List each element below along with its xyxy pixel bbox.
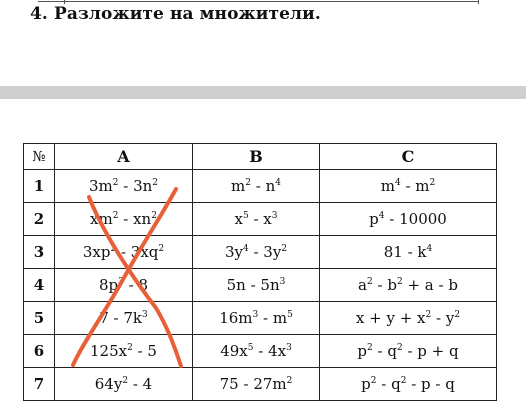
expression-part: 7 - 7k bbox=[99, 309, 143, 327]
expression-part: - m bbox=[400, 177, 430, 195]
expression-part: a bbox=[358, 276, 367, 294]
expression-part: - 3n bbox=[118, 177, 153, 195]
exponent: 4 bbox=[242, 244, 249, 254]
table-row bbox=[24, 170, 497, 203]
exponent: 2 bbox=[367, 343, 373, 353]
row-number: 6 bbox=[24, 335, 55, 368]
expression-part: - q bbox=[372, 342, 397, 360]
exponent: 3 bbox=[142, 310, 148, 320]
expression-part: - q bbox=[376, 375, 401, 393]
exponent: 5 bbox=[287, 310, 293, 320]
expression-part: - 5 bbox=[132, 342, 157, 360]
table-header-row bbox=[24, 144, 497, 170]
exponent: 2 bbox=[122, 376, 129, 386]
exponent: 2 bbox=[396, 277, 403, 287]
table-row bbox=[24, 302, 497, 335]
row-number: 5 bbox=[24, 302, 55, 335]
cell-b bbox=[193, 203, 320, 236]
expression-part: p bbox=[361, 375, 371, 393]
expression-part: - p + q bbox=[402, 342, 459, 360]
exponent: 2 bbox=[110, 244, 117, 254]
table-row bbox=[24, 335, 497, 368]
expression-part: 125x bbox=[90, 342, 128, 360]
exponent: 2 bbox=[400, 376, 407, 386]
expression-part: 75 - 27m bbox=[219, 375, 287, 393]
row-number: 1 bbox=[24, 170, 55, 203]
expression-part: - 4 bbox=[128, 375, 153, 393]
cell-c bbox=[320, 368, 497, 401]
cell-c bbox=[320, 335, 497, 368]
cell-c bbox=[320, 269, 497, 302]
exponent: 4 bbox=[275, 178, 281, 188]
expression-part: - x bbox=[248, 210, 272, 228]
expression-part: - 10000 bbox=[384, 210, 447, 228]
expression-part: xm bbox=[90, 210, 113, 228]
exponent: 5 bbox=[247, 343, 254, 353]
expression-part: 3y bbox=[224, 243, 243, 261]
expression-part: 3m bbox=[88, 177, 113, 195]
exponent: 2 bbox=[429, 178, 436, 188]
cell-b bbox=[193, 236, 320, 269]
exponent: 2 bbox=[396, 343, 403, 353]
cell-a bbox=[55, 170, 193, 203]
exponent: 2 bbox=[370, 376, 377, 386]
expression-part: x + y + x bbox=[355, 309, 426, 327]
cell-a bbox=[55, 302, 193, 335]
exercise-heading: 4. Разложите на множители. bbox=[30, 4, 321, 24]
header-column-c: C bbox=[320, 144, 497, 170]
expression-part: + a - b bbox=[402, 276, 458, 294]
expression-part: p bbox=[369, 210, 379, 228]
expression-part: 49x bbox=[220, 342, 248, 360]
table-row bbox=[24, 269, 497, 302]
cell-c bbox=[320, 236, 497, 269]
row-number: 4 bbox=[24, 269, 55, 302]
exponent: 2 bbox=[454, 310, 461, 320]
cell-b bbox=[193, 170, 320, 203]
expression-part: m bbox=[231, 177, 246, 195]
row-number: 2 bbox=[24, 203, 55, 236]
cell-c bbox=[320, 170, 497, 203]
exponent: 3 bbox=[118, 277, 124, 287]
header-column-b: B bbox=[193, 144, 320, 170]
exponent: 5 bbox=[242, 211, 249, 221]
cell-a bbox=[55, 236, 193, 269]
expression-part: - xn bbox=[118, 210, 152, 228]
row-number: 3 bbox=[24, 236, 55, 269]
exponent: 2 bbox=[151, 211, 157, 221]
expression-part: p bbox=[357, 342, 367, 360]
cell-b bbox=[193, 269, 320, 302]
exponent: 2 bbox=[245, 178, 251, 188]
exponent: 2 bbox=[152, 178, 159, 188]
cell-a bbox=[55, 335, 193, 368]
expression-part: 64y bbox=[94, 375, 123, 393]
expression-part: 81 - k bbox=[383, 243, 427, 261]
expression-part: - y bbox=[431, 309, 455, 327]
exponent: 2 bbox=[112, 211, 119, 221]
expression-part: - 8 bbox=[123, 276, 149, 294]
exponent: 4 bbox=[426, 244, 433, 254]
exponent: 2 bbox=[158, 244, 165, 254]
cell-a bbox=[55, 203, 193, 236]
exponent: 2 bbox=[367, 277, 373, 287]
table-row bbox=[24, 236, 497, 269]
expression-part: - b bbox=[372, 276, 397, 294]
expression-part: m bbox=[380, 177, 395, 195]
expression-part: 8p bbox=[98, 276, 119, 294]
exponent: 4 bbox=[394, 178, 401, 188]
expression-part: - 3y bbox=[248, 243, 282, 261]
header-column-a: A bbox=[55, 144, 193, 170]
expression-part: 16m bbox=[219, 309, 253, 327]
cell-c bbox=[320, 302, 497, 335]
header-number: № bbox=[24, 144, 55, 170]
cell-b bbox=[193, 335, 320, 368]
exponent: 2 bbox=[425, 310, 432, 320]
exponent: 2 bbox=[281, 244, 288, 254]
cell-a bbox=[55, 269, 193, 302]
exponent: 3 bbox=[252, 310, 259, 320]
expression-part: - n bbox=[250, 177, 276, 195]
table-row bbox=[24, 368, 497, 401]
expression-part: 5n - 5n bbox=[226, 276, 280, 294]
cell-b bbox=[193, 368, 320, 401]
expression-part: - p - q bbox=[406, 375, 455, 393]
expression-part: - 4x bbox=[253, 342, 287, 360]
exponent: 3 bbox=[279, 277, 286, 287]
expression-part: - 3xq bbox=[116, 243, 159, 261]
cell-b bbox=[193, 302, 320, 335]
expression-part: x bbox=[234, 210, 243, 228]
cell-c bbox=[320, 203, 497, 236]
expression-part: - m bbox=[258, 309, 288, 327]
exponent: 3 bbox=[286, 343, 292, 353]
exponent: 2 bbox=[127, 343, 133, 353]
exponent: 2 bbox=[286, 376, 293, 386]
factoring-table-container bbox=[23, 143, 497, 401]
page-divider bbox=[0, 86, 526, 99]
factoring-table bbox=[23, 143, 497, 401]
table-body bbox=[24, 170, 497, 401]
row-number: 7 bbox=[24, 368, 55, 401]
exponent: 3 bbox=[271, 211, 278, 221]
exponent: 2 bbox=[112, 178, 119, 188]
cell-a bbox=[55, 368, 193, 401]
expression-part: 3xp bbox=[82, 243, 111, 261]
table-row bbox=[24, 203, 497, 236]
exponent: 4 bbox=[378, 211, 385, 221]
